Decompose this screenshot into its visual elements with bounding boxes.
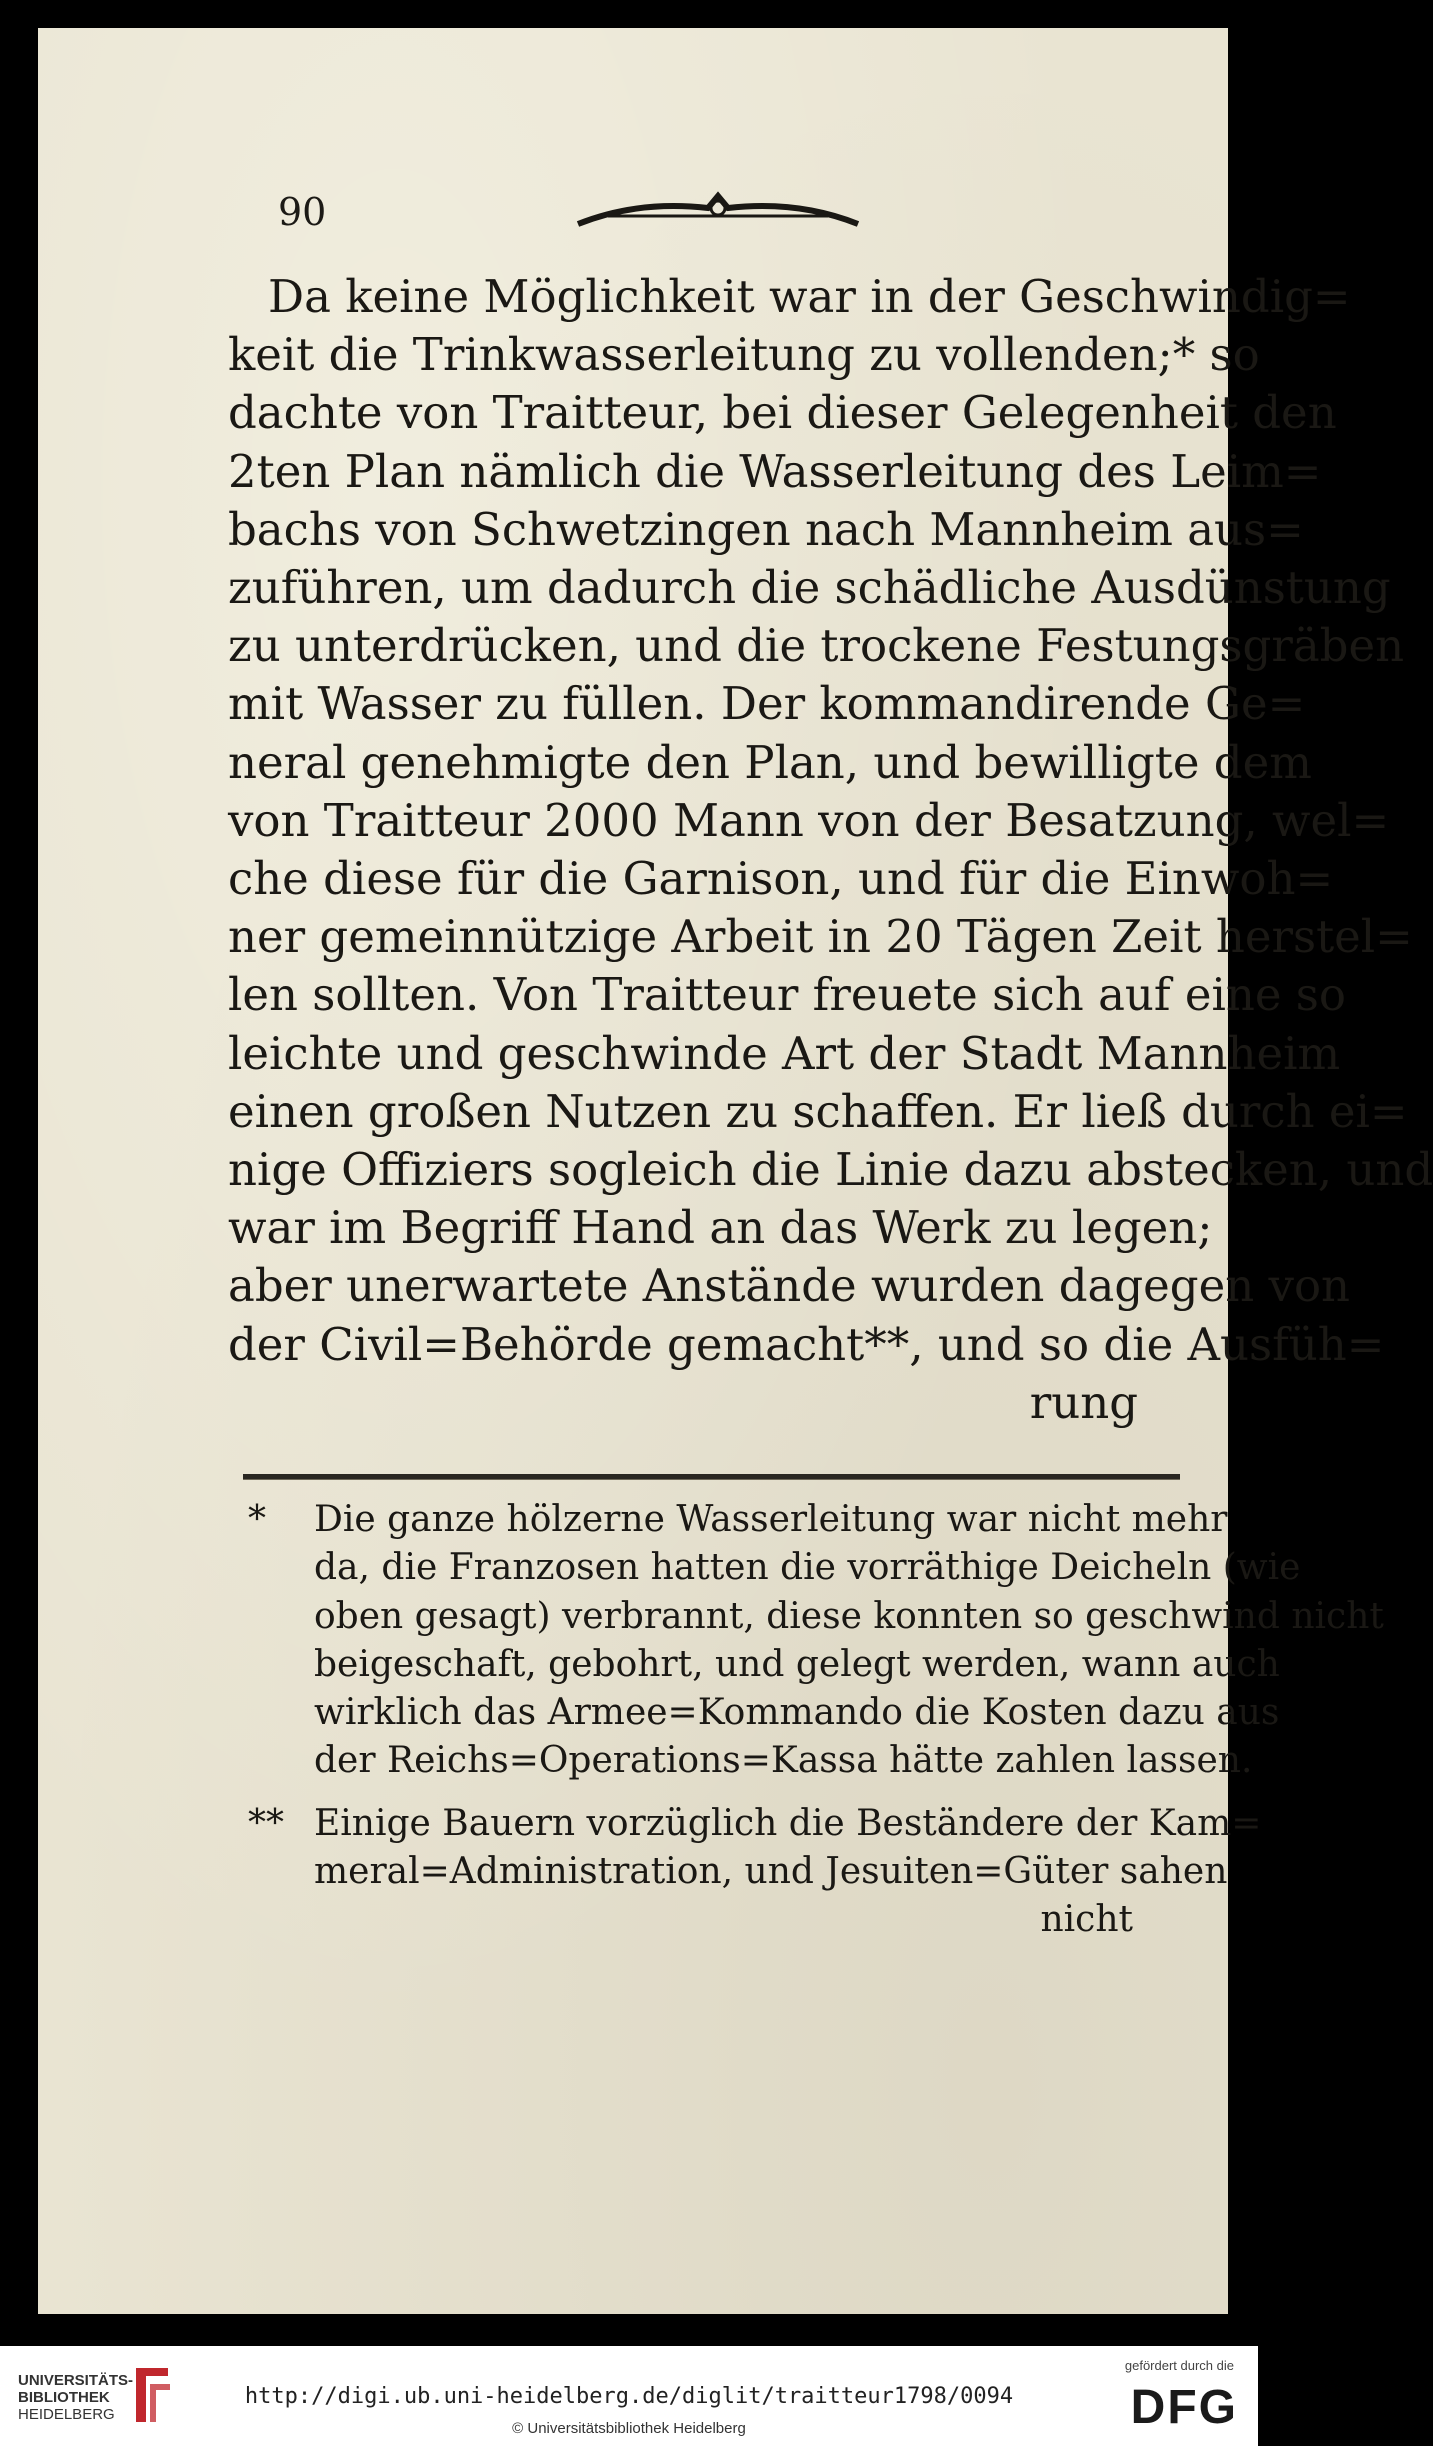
body-text <box>228 268 1433 1432</box>
footnote-catchword: nicht <box>1040 1899 1133 1941</box>
footnote-line: beigeschaft, gebohrt, und gelegt werden, wann auch <box>314 1643 1280 1685</box>
scanned-page-frame <box>20 24 1433 2320</box>
body-line: mit Wasser zu füllen. Der kommandirende Ge= <box>228 677 1306 731</box>
body-line: zu unterdrücken, und die trockene Festungsgräben <box>228 619 1405 673</box>
footnote-line <box>248 1800 1262 1848</box>
footnote-line: oben gesagt) verbrannt, diese konnten so geschwind nicht <box>314 1595 1384 1637</box>
institution-city: HEIDELBERG <box>18 2406 115 2423</box>
body-line: einen großen Nutzen zu schaffen. Er ließ durch ei= <box>228 1084 1408 1138</box>
body-line: ner gemeinnützige Arbeit in 20 Tägen Zeit herstel= <box>228 910 1413 964</box>
header-ornament <box>568 186 868 236</box>
body-line: war im Begriff Hand an das Werk zu legen; <box>228 1201 1213 1255</box>
body-line: zuführen, um dadurch die schädliche Ausdünstung <box>228 561 1391 615</box>
footnote-line <box>248 1496 1228 1544</box>
footnote-line: wirklich das Armee=Kommando die Kosten dazu aus <box>314 1692 1280 1734</box>
footnote-line: meral=Administration, und Jesuiten=Güter sahen <box>314 1851 1228 1893</box>
footnote-mark: ** <box>248 1802 284 1844</box>
institution-name: BIBLIOTHEK <box>18 2389 110 2406</box>
permalink-url[interactable]: http://digi.ub.uni-heidelberg.de/diglit/traitteur1798/0094 <box>244 2384 1014 2409</box>
body-line: neral genehmigte den Plan, und bewilligte dem <box>228 735 1312 789</box>
page-number: 90 <box>278 190 327 234</box>
institution-name: UNIVERSITÄTS- <box>18 2372 134 2389</box>
body-line: der Civil=Behörde gemacht**, und so die Ausfüh= <box>228 1317 1385 1371</box>
body-line: dachte von Traitteur, bei dieser Gelegenheit den <box>228 386 1337 440</box>
catchword: rung <box>1029 1375 1138 1429</box>
body-line: Da keine Möglichkeit war in der Geschwindig= <box>268 270 1351 323</box>
body-line: keit die Trinkwasserleitung zu vollenden;* so <box>228 328 1260 382</box>
book-page <box>38 28 1433 2314</box>
footnote-text: Einige Bauern vorzüglich die Beständere der Kam= <box>314 1802 1262 1844</box>
viewer-footer <box>0 2346 1258 2446</box>
body-line: aber unerwartete Anstände wurden dagegen von <box>228 1259 1351 1313</box>
footnote-rule <box>243 1474 1180 1480</box>
copyright-notice: © Universitätsbibliothek Heidelberg <box>512 2420 746 2437</box>
body-line: len sollten. Von Traitteur freuete sich auf eine so <box>228 968 1346 1022</box>
dfg-logo[interactable]: DFG <box>1130 2381 1238 2434</box>
body-line: von Traitteur 2000 Mann von der Besatzung, wel= <box>228 793 1390 847</box>
footnotes <box>248 1496 1384 1945</box>
body-line: che diese für die Garnison, und für die Einwoh= <box>228 852 1334 906</box>
body-line: 2ten Plan nämlich die Wasserleitung des Leim= <box>228 444 1322 498</box>
body-line: nige Offiziers sogleich die Linie dazu abstecken, und <box>228 1143 1433 1197</box>
funding-note: gefördert durch die <box>1124 2358 1234 2373</box>
footnote-text: Die ganze hölzerne Wasserleitung war nicht mehr <box>314 1499 1228 1540</box>
footnote-line: da, die Franzosen hatten die vorräthige Deicheln (wie <box>314 1547 1301 1589</box>
footnote-mark: * <box>248 1499 266 1540</box>
footnote-line: der Reichs=Operations=Kassa hätte zahlen lassen. <box>314 1740 1253 1782</box>
body-line: leichte und geschwinde Art der Stadt Mannheim <box>228 1026 1341 1080</box>
body-line: bachs von Schwetzingen nach Mannheim aus= <box>228 502 1304 556</box>
